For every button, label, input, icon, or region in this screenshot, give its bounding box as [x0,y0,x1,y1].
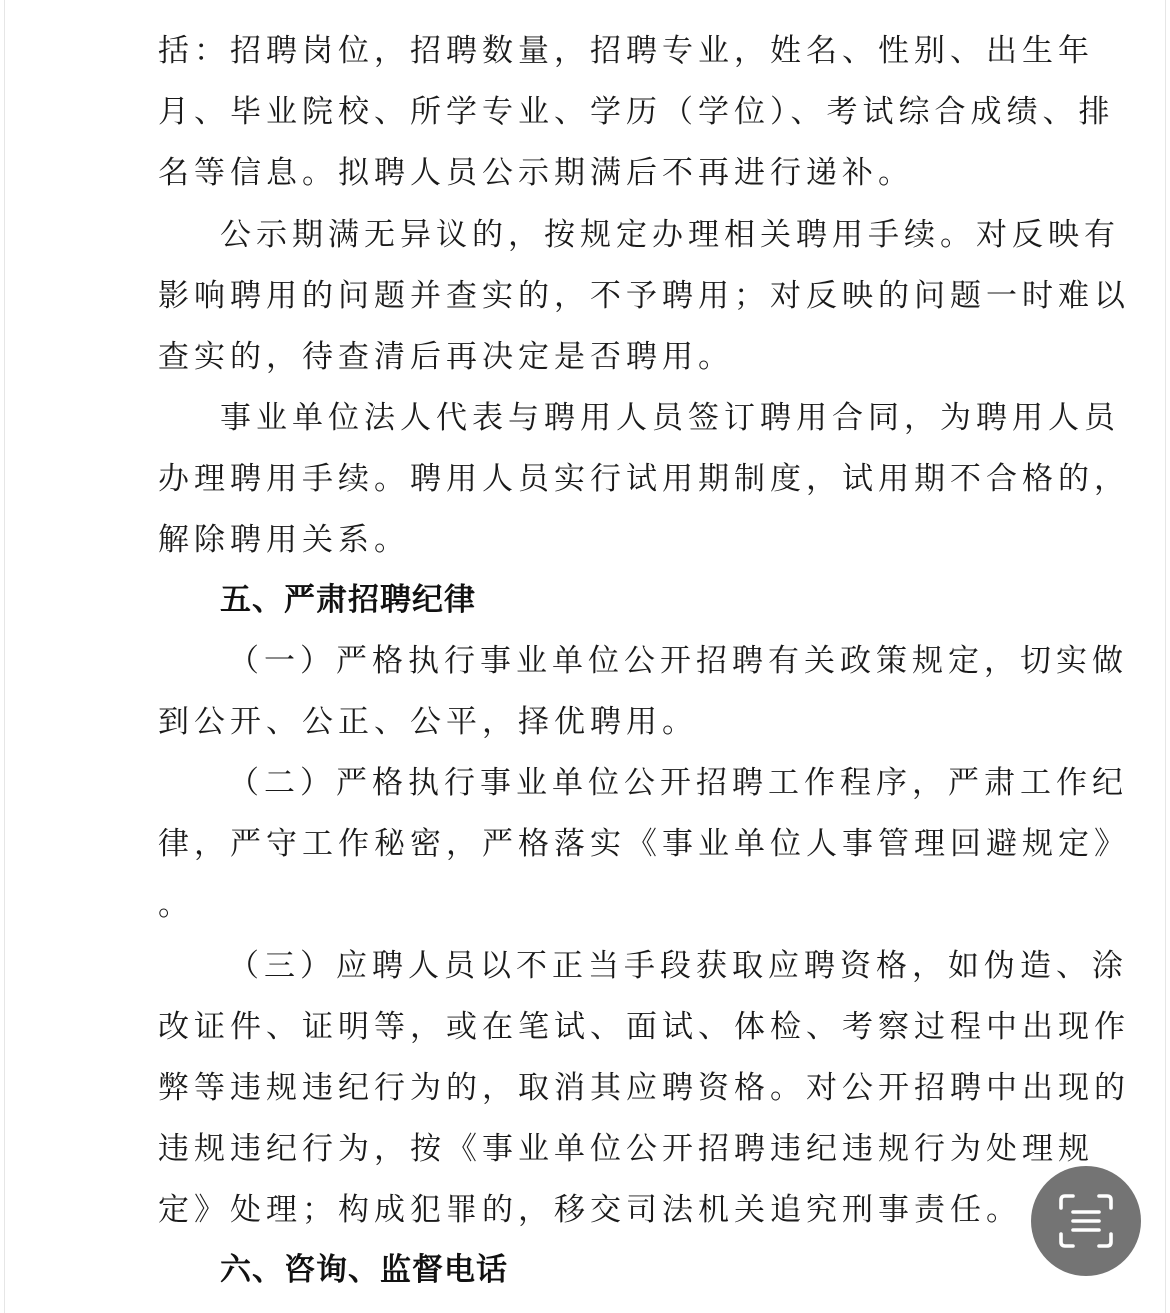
paragraph-line: 事业单位法人代表与聘用人员签订聘用合同，为聘用人员 [220,400,1120,436]
paragraph-line: 改证件、证明等，或在笔试、面试、体检、考察过程中出现作 [158,1009,1130,1045]
paragraph-line: 月、毕业院校、所学专业、学历（学位）、考试综合成绩、排 [158,94,1115,130]
paragraph-line: 公示期满无异议的，按规定办理相关聘用手续。对反映有 [220,217,1120,253]
paragraph-line: 弊等违规违纪行为的，取消其应聘资格。对公开招聘中出现的 [158,1070,1130,1106]
paragraph-line: （二）严格执行事业单位公开招聘工作程序，严肃工作纪 [228,765,1128,801]
paragraph-line: 。 [158,887,194,923]
section-heading: 六、咨询、监督电话 [220,1252,508,1288]
page-edge-left [4,0,5,1313]
paragraph-line: 办理聘用手续。聘用人员实行试用期制度，试用期不合格的， [158,461,1130,497]
text-scan-button[interactable] [1031,1166,1141,1276]
paragraph-line: 查实的，待查清后再决定是否聘用。 [158,339,734,375]
paragraph-line: 违规违纪行为，按《事业单位公开招聘违纪违规行为处理规 [158,1131,1094,1167]
section-heading: 五、严肃招聘纪律 [220,582,476,618]
paragraph-line: （三）应聘人员以不正当手段获取应聘资格，如伪造、涂 [228,948,1128,984]
paragraph-line: 名等信息。拟聘人员公示期满后不再进行递补。 [158,155,914,191]
paragraph-line: 律，严守工作秘密，严格落实《事业单位人事管理回避规定》 [158,826,1130,862]
paragraph-line: 影响聘用的问题并查实的，不予聘用；对反映的问题一时难以 [158,278,1130,314]
page-edge-right [1165,0,1166,1313]
paragraph-line: 括：招聘岗位，招聘数量，招聘专业，姓名、性别、出生年 [158,33,1094,69]
text-scan-icon [1055,1190,1117,1252]
paragraph-line: 解除聘用关系。 [158,522,410,558]
paragraph-line: （一）严格执行事业单位公开招聘有关政策规定，切实做 [228,643,1128,679]
paragraph-line: 到公开、公正、公平，择优聘用。 [158,704,698,740]
paragraph-line: 定》处理；构成犯罪的，移交司法机关追究刑事责任。 [158,1192,1022,1228]
